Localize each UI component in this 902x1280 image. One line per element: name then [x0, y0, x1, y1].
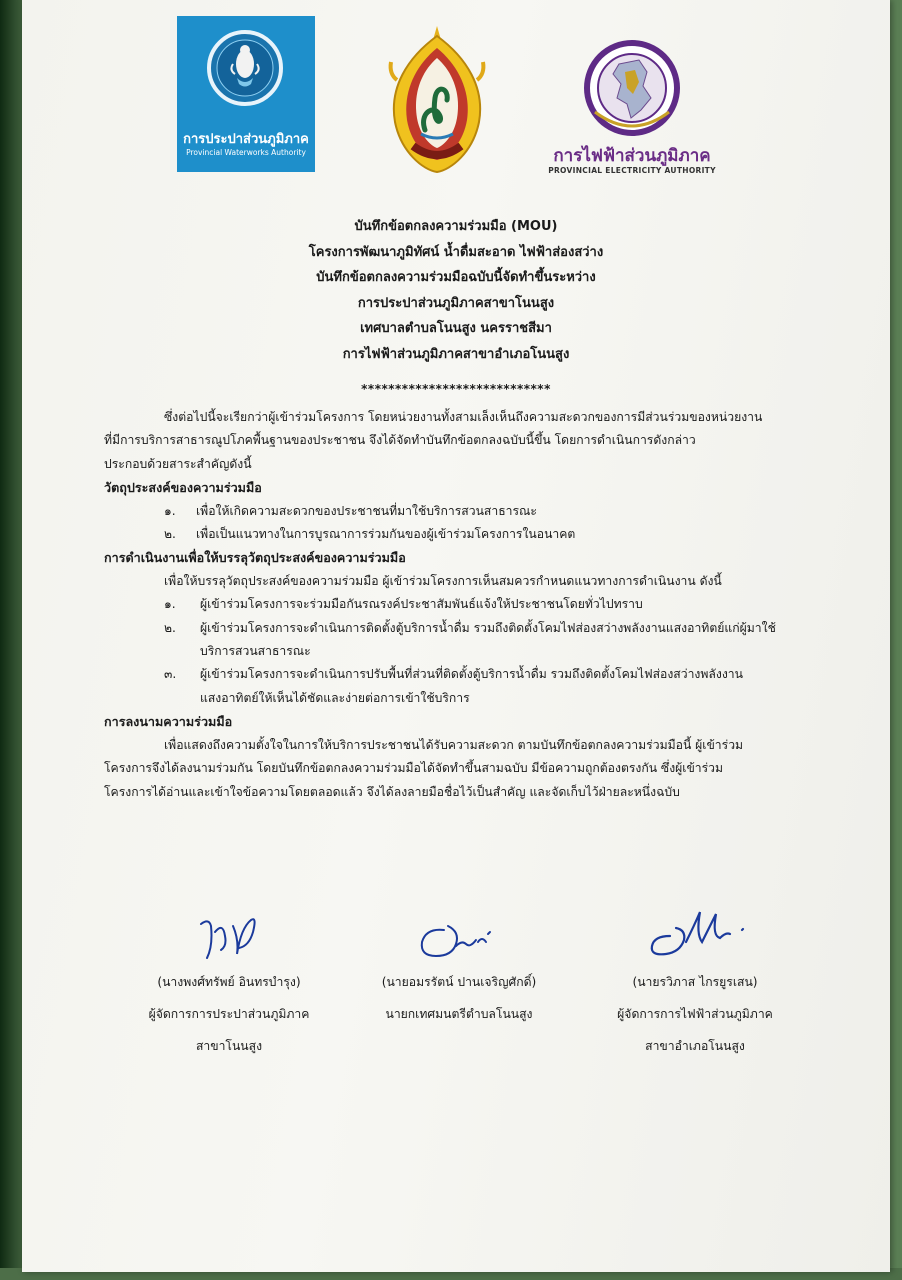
- section-heading-operations: การดำเนินงานเพื่อให้บรรลุวัตถุประสงค์ของความร่วมมือ: [104, 550, 406, 566]
- list-item: [104, 500, 804, 523]
- signature-icon: [630, 906, 760, 966]
- pea-emblem-icon: [547, 38, 717, 138]
- list-text: แสงอาทิตย์ให้เห็นได้ชัดและง่ายต่อการเข้าใช้บริการ: [200, 690, 470, 705]
- signing-line: โครงการจึงได้ลงนามร่วมกัน โดยบันทึกข้อตกลงความร่วมมือได้จัดทำขึ้นสามฉบับ มีข้อความถูกต้องตรงกัน ซึ่งผู้เข้าร่วม: [104, 761, 724, 776]
- section-heading-signing: การลงนามความร่วมมือ: [104, 714, 233, 730]
- pea-name-en: PROVINCIAL ELECTRICITY AUTHORITY: [548, 166, 716, 175]
- intro-line: ประกอบด้วยสาระสำคัญดังนี้: [104, 456, 252, 471]
- pea-logo: [547, 38, 717, 180]
- list-text: บริการสวนสาธารณะ: [200, 644, 311, 659]
- title-line: โครงการพัฒนาภูมิทัศน์ น้ำดื่มสะอาด ไฟฟ้าส่องสว่าง: [308, 244, 604, 260]
- pwa-emblem-icon: [207, 30, 283, 106]
- signatory-title: สาขาโนนสูง: [195, 1039, 263, 1053]
- signatory-name: (นางพงศ์ทรัพย์ อินทรบำรุง): [157, 975, 301, 989]
- signature-block-pwa: [114, 906, 344, 1062]
- pwa-logo: [177, 16, 315, 172]
- list-text: ผู้เข้าร่วมโครงการจะดำเนินการติดตั้งตู้บริการน้ำดื่ม รวมถึงติดตั้งโคมไฟส่องสว่างพลังงานแสงอาทิตย์แก่ผู้มาใช้: [200, 620, 776, 635]
- pea-name-th: การไฟฟ้าส่วนภูมิภาค: [553, 146, 711, 166]
- naga-seal-icon: [377, 18, 497, 176]
- signatory-title: ผู้จัดการการประปาส่วนภูมิภาค: [148, 1007, 310, 1021]
- document-title-block: [22, 214, 890, 368]
- title-line: เทศบาลตำบลโนนสูง นครราชสีมา: [360, 321, 552, 337]
- list-text: เพื่อให้เกิดความสะดวกของประชาชนที่มาใช้บริการสวนสาธารณะ: [196, 503, 537, 518]
- list-number: ๒.: [164, 527, 176, 542]
- title-line: บันทึกข้อตกลงความร่วมมือฉบับนี้จัดทำขึ้นระหว่าง: [316, 270, 596, 286]
- list-item: [104, 663, 804, 710]
- signature-icon: [404, 906, 514, 966]
- title-line: การประปาส่วนภูมิภาคสาขาโนนสูง: [357, 295, 555, 311]
- municipality-seal-logo: [377, 18, 497, 176]
- separator-stars: ****************************: [361, 382, 551, 396]
- signatory-title: สาขาอำเภอโนนสูง: [645, 1039, 745, 1053]
- signing-line: เพื่อแสดงถึงความตั้งใจในการให้บริการประชาชนได้รับความสะดวก ตามบันทึกข้อตกลงความร่วมมือนี้ ผู้เข้าร่วม: [164, 737, 744, 752]
- list-item: [104, 593, 804, 616]
- list-text: ผู้เข้าร่วมโครงการจะดำเนินการปรับพื้นที่ส่วนที่ติดตั้งตู้บริการน้ำดื่ม รวมถึงติดตั้งโคมไฟส่องสว่างพลังงาน: [200, 667, 743, 682]
- list-number: ๑.: [164, 597, 176, 612]
- list-number: ๑.: [164, 503, 176, 518]
- document-body: [104, 406, 804, 804]
- mou-document: [22, 0, 890, 1272]
- title-line: การไฟฟ้าส่วนภูมิภาคสาขาอำเภอโนนสูง: [342, 346, 570, 362]
- title-line: บันทึกข้อตกลงความร่วมมือ (MOU): [354, 219, 558, 234]
- pwa-name-en: Provincial Waterworks Authority: [186, 148, 306, 157]
- signature-block-municipality: [344, 906, 574, 1030]
- signature-block-pea: [570, 906, 820, 1062]
- section-lead: เพื่อให้บรรลุวัตถุประสงค์ของความร่วมมือ ผู้เข้าร่วมโครงการเห็นสมควรกำหนดแนวทางการดำเนินงาน ดังนี้: [164, 573, 722, 588]
- signature-icon: [179, 906, 279, 966]
- intro-line: ซึ่งต่อไปนี้จะเรียกว่าผู้เข้าร่วมโครงการ โดยหน่วยงานทั้งสามเล็งเห็นถึงความสะดวกของการมีส่วนร่วมของหน่วยงาน: [164, 410, 763, 424]
- list-item: [104, 523, 804, 546]
- list-number: ๒.: [164, 620, 176, 635]
- signatory-name: (นายอมรรัตน์ ปานเจริญศักดิ์): [381, 975, 537, 989]
- signatory-title: นายกเทศมนตรีตำบลโนนสูง: [385, 1007, 533, 1021]
- list-number: ๓.: [164, 667, 177, 682]
- section-heading-objectives: วัตถุประสงค์ของความร่วมมือ: [104, 480, 262, 496]
- background-edge: [0, 0, 22, 1280]
- list-text: เพื่อเป็นแนวทางในการบูรณาการร่วมกันของผู้เข้าร่วมโครงการในอนาคต: [196, 527, 576, 542]
- intro-line: ที่มีการบริการสาธารณูปโภคพื้นฐานของประชาชน จึงได้จัดทำบันทึกข้อตกลงฉบับนี้ขึ้น โดยการดำเนินการดังกล่าว: [104, 433, 696, 448]
- list-text: ผู้เข้าร่วมโครงการจะร่วมมือกันรณรงค์ประชาสัมพันธ์แจ้งให้ประชาชนโดยทั่วไปทราบ: [200, 597, 643, 612]
- signatory-title: ผู้จัดการการไฟฟ้าส่วนภูมิภาค: [617, 1007, 773, 1021]
- signatory-name: (นายรวิภาส ไกรยูรเสน): [632, 975, 758, 989]
- signing-line: โครงการได้อ่านและเข้าใจข้อความโดยตลอดแล้ว จึงได้ลงลายมือชื่อไว้เป็นสำคัญ และจัดเก็บไว้ฝ่ายละหนึ่งฉบับ: [104, 784, 680, 799]
- list-item: [104, 617, 804, 664]
- pwa-name-th: การประปาส่วนภูมิภาค: [183, 132, 309, 147]
